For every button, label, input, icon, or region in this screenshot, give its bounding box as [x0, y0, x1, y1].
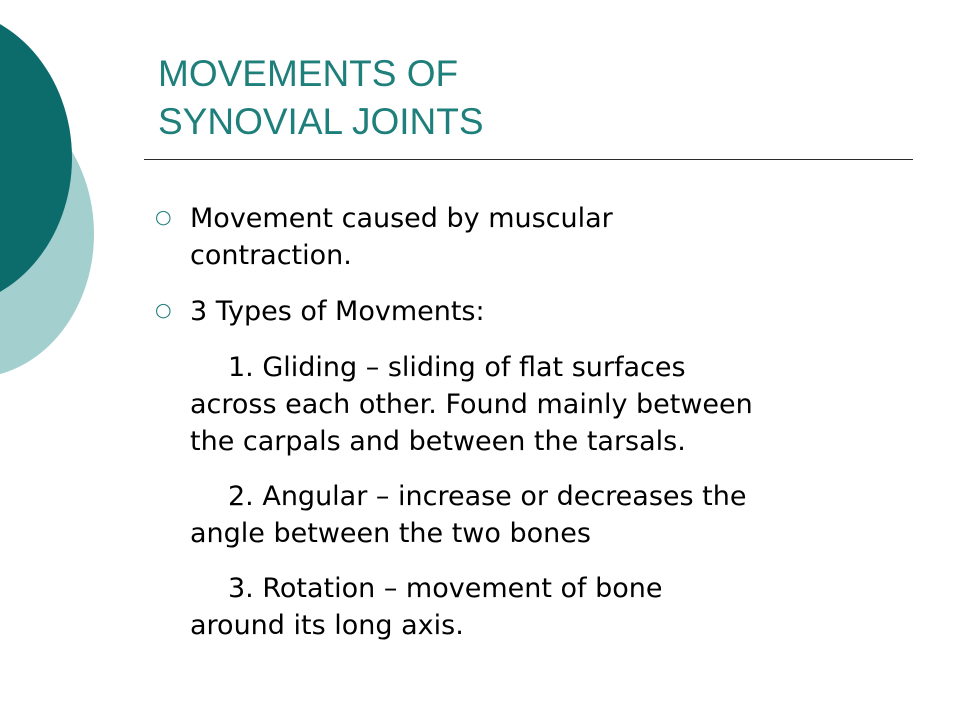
bullet-text-line: Movement caused by muscular [190, 203, 613, 234]
sub-item-rotation [150, 570, 910, 644]
sub-item-angular [150, 478, 910, 552]
slide-body [150, 200, 910, 644]
sub-item-gliding [150, 349, 910, 460]
title-line: SYNOVIAL JOINTS [158, 101, 484, 142]
sub-item-text-line: across each other. Found mainly between [190, 389, 753, 420]
bullet-text-line: 3 Types of Movments: [190, 296, 485, 327]
sub-item-text-line: the carpals and between the tarsals. [190, 426, 686, 457]
sub-item-text-line: 1. Gliding – sliding of flat surfaces [228, 352, 686, 383]
slide-title [158, 50, 918, 146]
title-line: MOVEMENTS OF [158, 53, 459, 94]
sub-item-text-line: 2. Angular – increase or decreases the [228, 481, 747, 512]
sub-item-text-line: angle between the two bones [190, 518, 591, 549]
bullet-item-types-of-movements [150, 293, 910, 330]
sub-item-text-line: 3. Rotation – movement of bone [228, 573, 663, 604]
hollow-circle-bullet-icon: ○ [155, 299, 172, 321]
bullet-item-muscular-contraction [150, 200, 910, 274]
sub-item-text-line: around its long axis. [190, 610, 464, 641]
hollow-circle-bullet-icon: ○ [155, 206, 172, 228]
title-divider [144, 159, 913, 160]
bullet-text-line: contraction. [190, 240, 352, 271]
